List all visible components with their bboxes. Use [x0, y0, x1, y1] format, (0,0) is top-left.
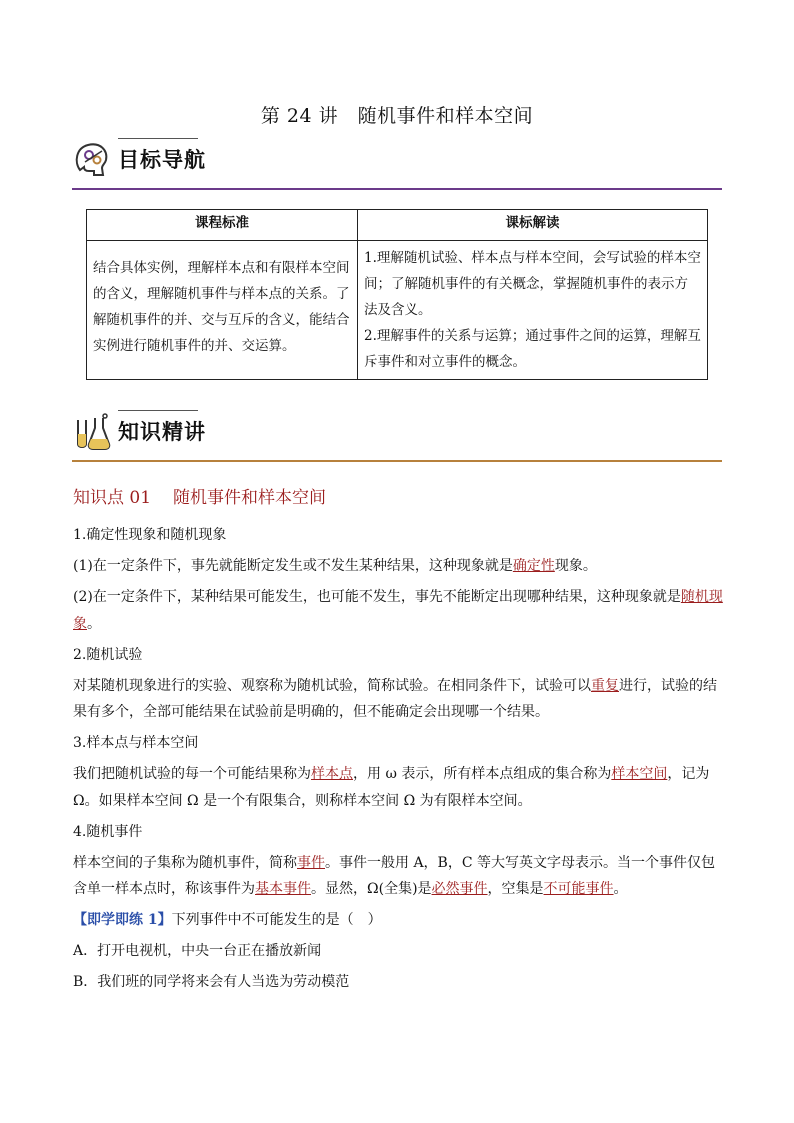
header-bottom-rule — [72, 460, 722, 462]
paragraph: 样本空间的子集称为随机事件，简称事件。事件一般用 A，B，C 等大写英文字母表示。当一个事件仅包含单一样本点时，称该事件为基本事件。显然，Ω(全集)是必然事件，空集是不可能事件。 — [73, 854, 716, 897]
header-top-rule — [118, 410, 198, 411]
section-label-knowledge: 知识精讲 — [118, 420, 206, 444]
paragraph: 我们把随机试验的每一个可能结果称为样本点，用 ω 表示，所有样本点组成的集合称为样本空间，记为 Ω。如果样本空间 Ω 是一个有限集合，则称样本空间 Ω 为有限样本空间。 — [73, 766, 710, 809]
section-header-knowledge — [72, 410, 722, 462]
header-top-rule — [118, 138, 198, 139]
knowledge-point-name: 随机事件和样本空间 — [173, 488, 327, 508]
key-term: 随机现象 — [73, 589, 723, 632]
key-term: 样本点 — [311, 766, 353, 782]
practice-text: 下列事件中不可能发生的是（ ） — [171, 912, 382, 928]
key-term: 必然事件 — [431, 881, 488, 897]
option-b: B．我们班的同学将来会有人当选为劳动模范 — [73, 974, 350, 990]
key-term: 不可能事件 — [543, 881, 614, 897]
section-header-goals — [72, 138, 722, 190]
table-header-interpretation: 课标解读 — [358, 210, 708, 241]
paragraph: (1)在一定条件下，事先就能断定发生或不发生某种结果，这种现象就是确定性现象。 — [73, 558, 597, 574]
practice-tag: 【即学即练 1】 — [73, 912, 172, 928]
brain-gears-icon — [72, 140, 112, 180]
flask-icon — [72, 412, 112, 452]
curriculum-table — [86, 209, 708, 380]
key-term: 确定性 — [512, 558, 555, 574]
subheading: 2.随机试验 — [73, 646, 143, 663]
option-a: A．打开电视机，中央一台正在播放新闻 — [73, 943, 322, 959]
page-title: 第 24 讲 随机事件和样本空间 — [260, 105, 534, 127]
lesson-content — [73, 522, 725, 1000]
subheading: 4.随机事件 — [73, 823, 143, 840]
interpretation-item: 2.理解事件的关系与运算；通过事件之间的运算，理解互斥事件和对立事件的概念。 — [364, 328, 701, 370]
key-term: 样本空间 — [611, 766, 668, 782]
table-cell-standard: 结合具体实例，理解样本点和有限样本空间的含义，理解随机事件与样本点的关系。了解随机事件的并、交与互斥的含义，能结合实例进行随机事件的并、交运算。 — [87, 241, 358, 380]
table-header-standard: 课程标准 — [87, 210, 358, 241]
knowledge-point-title — [73, 483, 326, 508]
key-term: 重复 — [591, 677, 619, 694]
paragraph: (2)在一定条件下，某种结果可能发生，也可能不发生，事先不能断定出现哪种结果，这种现象就是随机现象。 — [73, 589, 723, 632]
paragraph: 对某随机现象进行的实验、观察称为随机试验，简称试验。在相同条件下，试验可以重复进行，试验的结果有多个，全部可能结果在试验前是明确的，但不能确定会出现哪一个结果。 — [73, 677, 717, 720]
section-label-goals: 目标导航 — [118, 148, 206, 172]
key-term: 事件 — [297, 854, 325, 871]
table-cell-interpretation — [358, 241, 708, 380]
subheading: 1.确定性现象和随机现象 — [73, 527, 227, 543]
knowledge-point-number: 知识点 01 — [73, 488, 152, 508]
subheading: 3.样本点与样本空间 — [73, 735, 199, 751]
header-bottom-rule — [72, 188, 722, 190]
practice-question — [73, 907, 725, 934]
interpretation-item: 1.理解随机试验、样本点与样本空间，会写试验的样本空间；了解随机事件的有关概念，掌握随机事件的表示方法及含义。 — [364, 250, 701, 318]
key-term: 基本事件 — [255, 881, 311, 897]
